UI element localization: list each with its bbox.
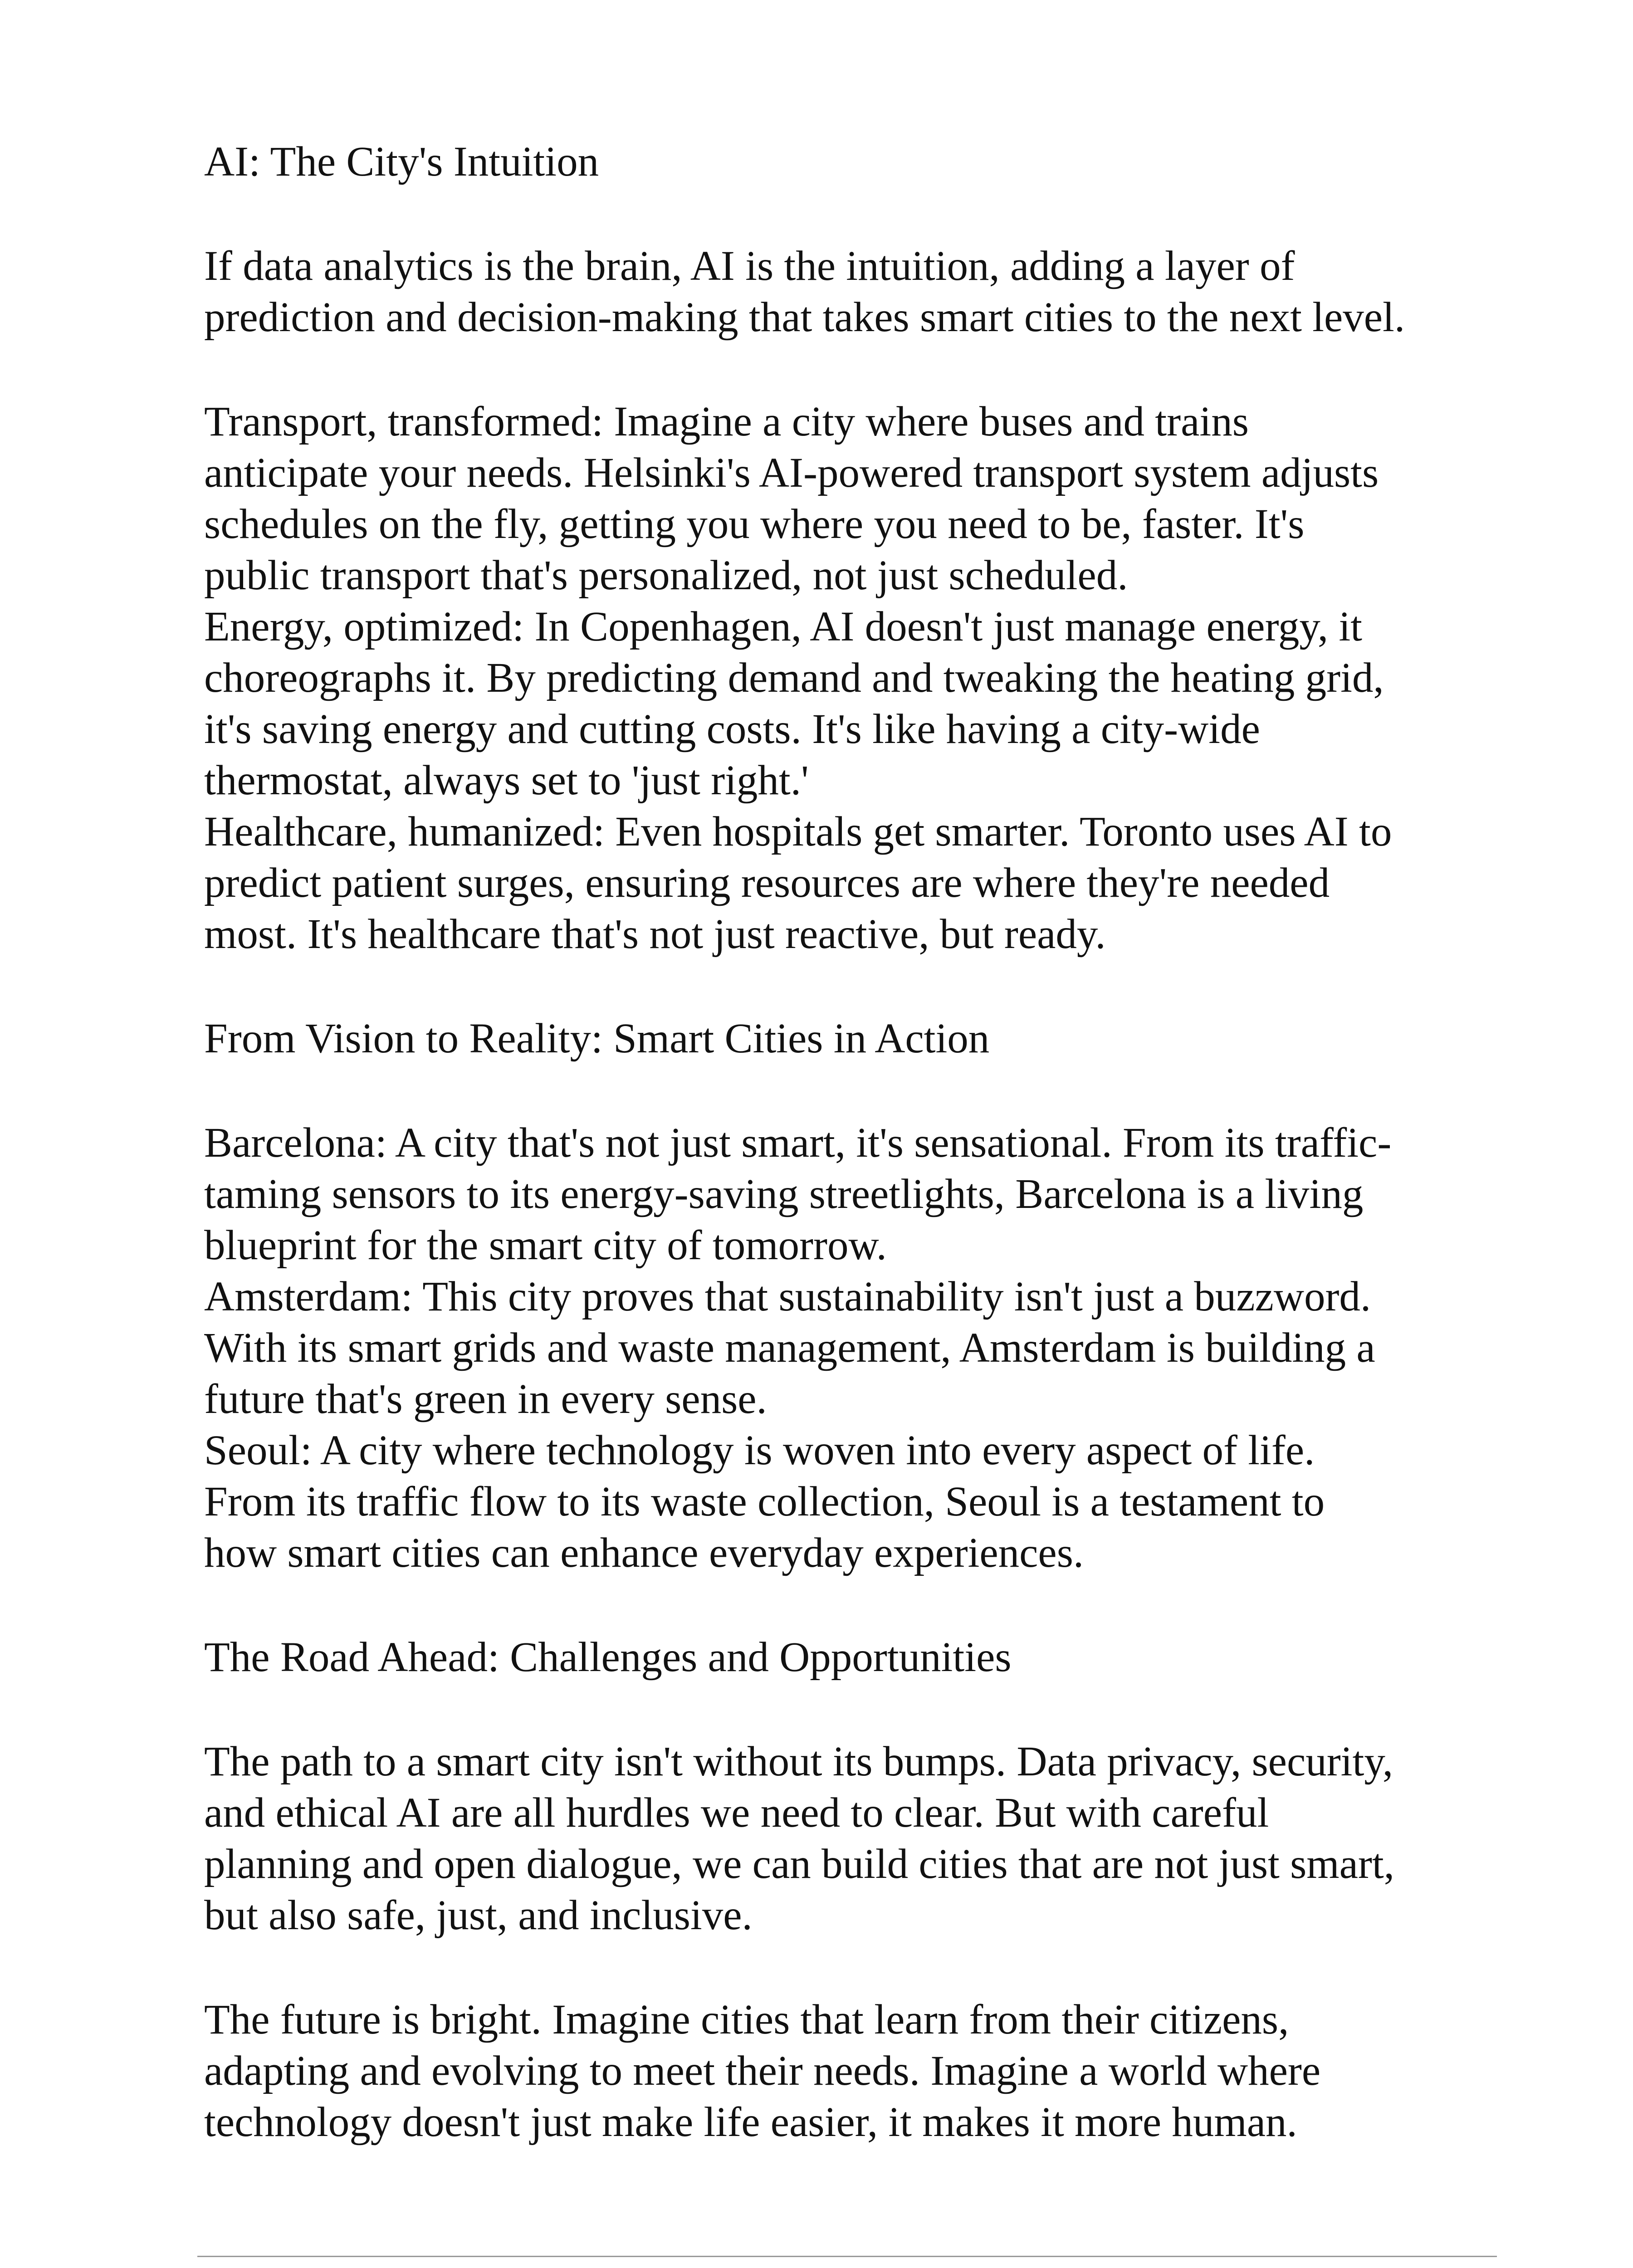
text-line: The path to a smart city isn't without its bumps. Data privacy, security, [204, 1738, 1393, 1785]
paragraph-gap [204, 1064, 1497, 1117]
text-line: anticipate your needs. Helsinki's AI-powered transport system adjusts [204, 450, 1379, 496]
section-heading: From Vision to Reality: Smart Cities in Action [204, 1015, 990, 1062]
text-line: thermostat, always set to 'just right.' [204, 757, 809, 804]
text-line: Barcelona: A city that's not just smart, it's sensational. From its traffic- [204, 1119, 1392, 1166]
text-line: If data analytics is the brain, AI is the intuition, adding a layer of [204, 243, 1295, 289]
text-line: Transport, transformed: Imagine a city where buses and trains [204, 398, 1249, 445]
text-line: future that's green in every sense. [204, 1376, 767, 1422]
item-transport [204, 396, 1497, 601]
text-line: blueprint for the smart city of tomorrow. [204, 1222, 887, 1269]
text-line: Energy, optimized: In Copenhagen, AI doesn't just manage energy, it [204, 603, 1363, 650]
text-line: predict patient surges, ensuring resources are where they're needed [204, 860, 1330, 906]
text-line: From its traffic flow to its waste collection, Seoul is a testament to [204, 1478, 1325, 1525]
page-content [204, 136, 1497, 2148]
text-line: adapting and evolving to meet their needs. Imagine a world where [204, 2048, 1321, 2094]
text-line: Seoul: A city where technology is woven into every aspect of life. [204, 1427, 1315, 1474]
paragraph-gap [204, 1683, 1497, 1736]
text-line: technology doesn't just make life easier, it makes it more human. [204, 2099, 1297, 2146]
paragraph-challenges [204, 1736, 1497, 1941]
text-line: planning and open dialogue, we can build cities that are not just smart, [204, 1841, 1394, 1887]
section-heading: AI: The City's Intuition [204, 138, 599, 185]
text-line: prediction and decision-making that takes smart cities to the next level. [204, 294, 1405, 341]
intro-paragraph [204, 240, 1497, 343]
paragraph-gap [204, 187, 1497, 240]
text-line: how smart cities can enhance everyday experiences. [204, 1530, 1084, 1576]
text-line: schedules on the fly, getting you where you need to be, faster. It's [204, 501, 1305, 547]
text-line: and ethical AI are all hurdles we need to clear. But with careful [204, 1789, 1269, 1836]
section-heading: The Road Ahead: Challenges and Opportunities [204, 1634, 1012, 1681]
paragraph-future [204, 1994, 1497, 2148]
paragraph-gap [204, 1941, 1497, 1994]
item-seoul [204, 1425, 1497, 1579]
item-healthcare [204, 806, 1497, 960]
text-line: but also safe, just, and inclusive. [204, 1892, 753, 1939]
text-line: taming sensors to its energy-saving streetlights, Barcelona is a living [204, 1171, 1364, 1217]
text-line: Healthcare, humanized: Even hospitals get smarter. Toronto uses AI to [204, 808, 1392, 855]
text-line: The future is bright. Imagine cities that learn from their citizens, [204, 1996, 1289, 2043]
footer-divider [197, 2256, 1497, 2257]
paragraph-gap [204, 343, 1497, 396]
text-line: most. It's healthcare that's not just reactive, but ready. [204, 911, 1106, 958]
item-barcelona [204, 1117, 1497, 1271]
item-energy [204, 601, 1497, 806]
text-line: public transport that's personalized, not just scheduled. [204, 552, 1128, 599]
text-line: it's saving energy and cutting costs. It's like having a city-wide [204, 706, 1260, 753]
paragraph-gap [204, 960, 1497, 1013]
paragraph-gap [204, 1579, 1497, 1632]
text-line: Amsterdam: This city proves that sustainability isn't just a buzzword. [204, 1273, 1371, 1320]
text-line: With its smart grids and waste management, Amsterdam is building a [204, 1325, 1375, 1371]
item-amsterdam [204, 1271, 1497, 1425]
text-line: choreographs it. By predicting demand and tweaking the heating grid, [204, 655, 1384, 701]
